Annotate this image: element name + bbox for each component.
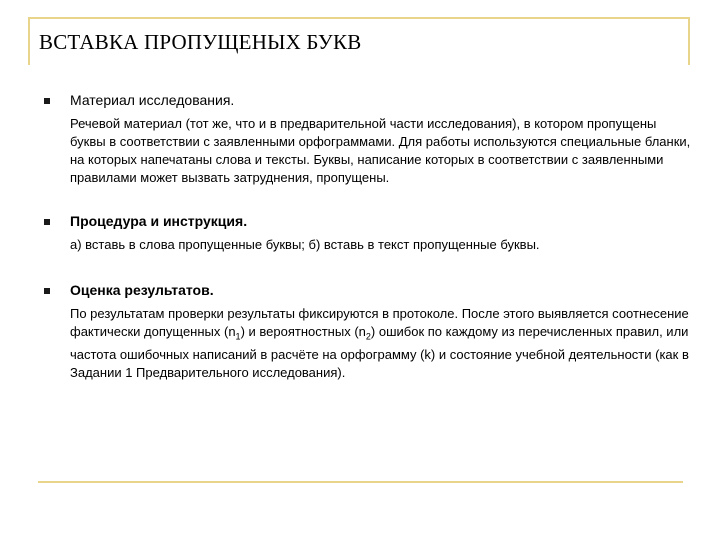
list-item-material [44, 92, 694, 187]
evaluation-text-part1: По результатам проверки результаты фиксируются в протоколе. После этого выявляется соотнесение фактически допущенных (n [70, 306, 689, 339]
square-bullet-icon [44, 219, 50, 225]
item-body-procedure: а) вставь в слова пропущенные буквы; б) вставь в текст пропущенные буквы. [70, 237, 540, 252]
subscript-2: 2 [365, 331, 371, 342]
evaluation-text-part3: ) ошибок по каждому из перечисленных правил, или частота ошибочных написаний в расчёте на орфограмму (k) и состояние учебной деятельности (как в Задании 1 Предварительного исследования). [70, 324, 689, 380]
list-item-evaluation [44, 282, 694, 382]
evaluation-text-part2: ) и вероятностных (n [240, 324, 366, 339]
square-bullet-icon [44, 288, 50, 294]
item-body-evaluation [70, 305, 694, 382]
item-heading-material: Материал исследования. [70, 92, 235, 108]
item-body-material: Речевой материал (тот же, что и в предварительной части исследования), в котором пропущены буквы в соответствии с заявленными орфограммами. Для работы используются специальные бланки, на которых напечатаны слова и тексты. Буквы, написание которых в соответствии с заявленными правилами может вызвать затруднения, пропущены. [70, 116, 691, 185]
content-list [44, 92, 694, 400]
item-heading-evaluation: Оценка результатов. [70, 282, 214, 298]
bottom-rule [38, 481, 683, 483]
page-title: ВСТАВКА ПРОПУЩЕНЫХ БУКВ [39, 30, 362, 54]
item-heading-procedure: Процедура и инструкция. [70, 213, 248, 229]
list-item-procedure [44, 213, 694, 254]
square-bullet-icon [44, 98, 50, 104]
subscript-1: 1 [235, 331, 241, 342]
